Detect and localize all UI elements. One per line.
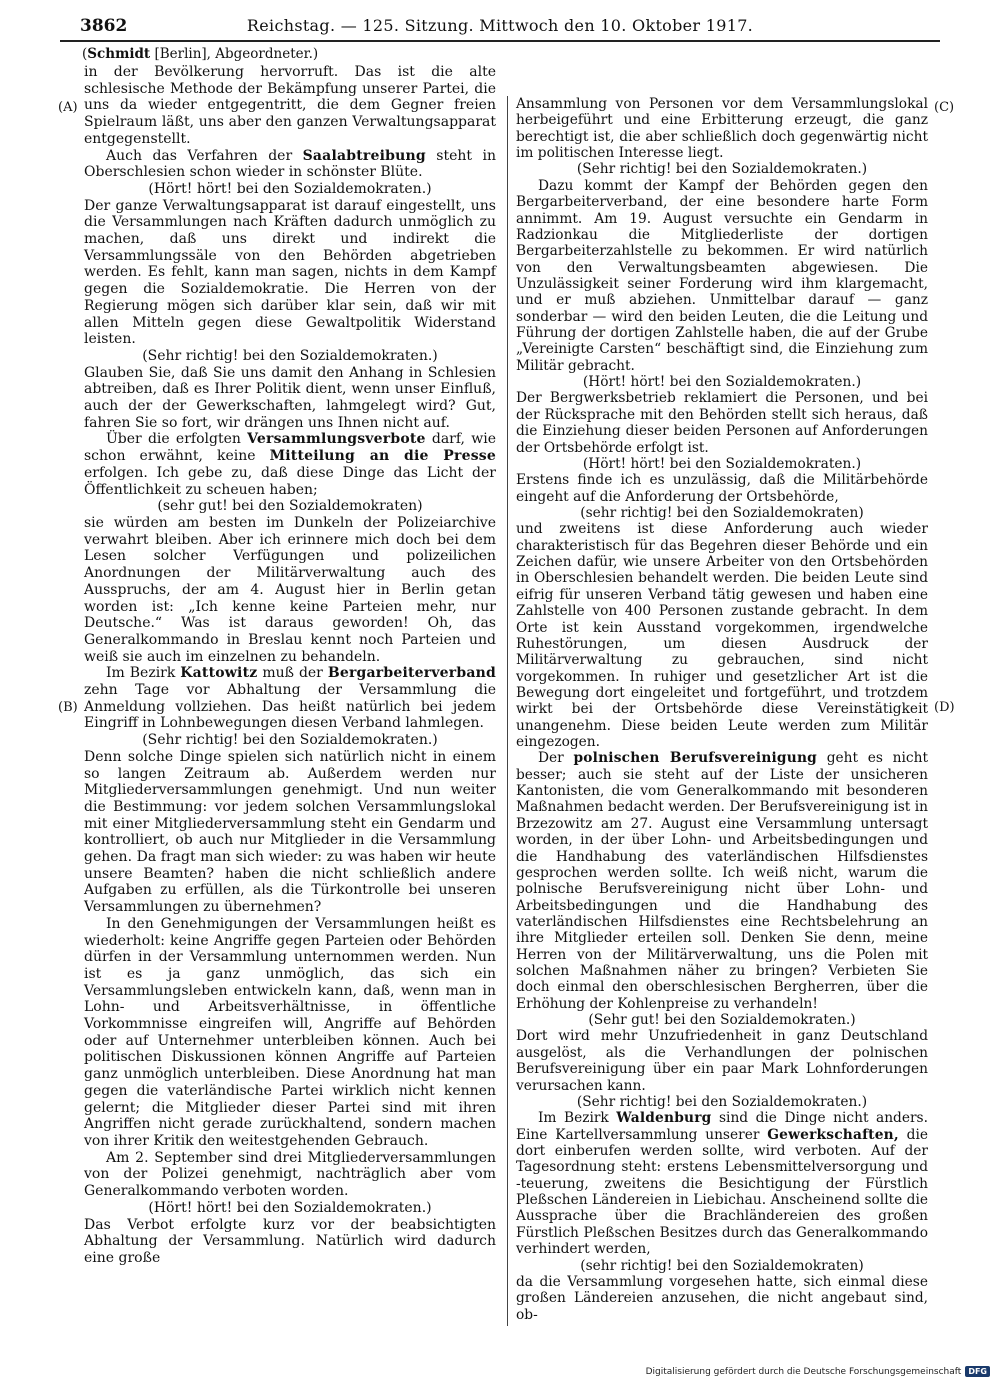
interjection: (Sehr richtig! bei den Sozialdemokraten.)	[142, 347, 438, 364]
paragraph: In den Genehmigungen der Versammlungen heißt es wiederholt: keine Angriffe gegen Parteien oder Behörden dürfen in der Versammlung unternommen werden. Nun ist es ja ganz unmöglich, das sich ein Versammlungsleben entwickeln kann, daß, wenn man in Lohn- und Arbeitsverhältnisse, in öffentliche Vorkommnisse eingreifen will, Angriffe auf Behörden oder auf Unternehmer unterbleiben können. Auch bei politischen Diskussionen können Angriffe auf Parteien ganz unmöglich unterbleiben. Diese Anordnung hat man gegen die vaterländische Partei wirklich nicht kennen gelernt; die Mitglieder dieser Partei sind mit ihren Angriffen nicht gerade zurückhaltend, sondern machen von ihrer Kritik den weitestgehenden Gebrauch.	[84, 915, 496, 1149]
emphasized-term: Bergarbeiterverband	[327, 665, 496, 682]
interjection: (Sehr richtig! bei den Sozialdemokraten.)	[142, 732, 438, 749]
paragraph-text: Über die erfolgten	[106, 431, 248, 448]
paragraph-text: erfolgen. Ich gebe zu, daß diese Dinge das Licht der Öffentlichkeit zu scheuen haben;	[84, 464, 496, 498]
paragraph-text: muß der	[257, 665, 328, 682]
emphasized-term: Kattowitz	[180, 665, 258, 682]
running-head: Reichstag. — 125. Sitzung. Mittwoch den 10. Oktober 1917.	[246, 16, 754, 35]
speaker-name: Schmidt	[87, 46, 151, 62]
interjection: (Sehr gut! bei den Sozialdemokraten.)	[588, 1012, 856, 1029]
emphasized-term: Saalabtreibung	[302, 147, 426, 164]
interjection: (sehr richtig! bei den Sozialdemokraten)	[580, 504, 864, 521]
paragraph-text: die dort einberufen werden sollte, wird verboten. Auf der Tagesordnung steht: erstens Lebensmittelversorgung und -teuerung, zweitens die Besichtigung der Fürstlich Pleßschen Ländereien in Liebichau. Anscheinend sollte die Aussprache über die Brachländereien des großen Fürstlich Pleßschen Besitzes durch das Generalkommando verhindert werden,	[516, 1126, 928, 1258]
paragraph-text: zehn Tage vor Abhaltung der Versammlung die Anmeldung vollziehen. Das heißt natürlich bei jedem Eingriff in Lohnbewegungen diesen Verband lahmlegen.	[84, 682, 496, 732]
paragraph: Erstens finde ich es unzulässig, daß die Militärbehörde eingeht auf die Anforderung der Ortsbehörde,	[516, 472, 928, 505]
paragraph: Glauben Sie, daß Sie uns damit den Anhang in Schlesien abtreiben, daß es Ihrer Politik dient, wenn unser Einfluß, auch der der Gewerkschaften, lahmgelegt wird? Gut, fahren Sie so fort, wir drängen uns Ihnen nicht auf.	[84, 364, 496, 431]
column-divider	[507, 96, 508, 1326]
paragraph	[84, 148, 496, 181]
page-number: 3862	[80, 16, 128, 36]
margin-marker-d: (D)	[934, 700, 955, 715]
right-column	[516, 96, 928, 1323]
margin-marker-b: (B)	[58, 700, 78, 715]
interjection: (sehr gut! bei den Sozialdemokraten)	[157, 498, 423, 515]
paragraph: und zweitens ist diese Anforderung auch wieder charakteristisch für das Begehren dieser Behörde und ein Zeichen dafür, wie unsere Arbeiter von den Ortsbehörden in Oberschlesien behandelt werden. Die beiden Leute sind eifrig für unseren Verband tätig gewesen und haben eine Zahlstelle von 400 Personen zustande gebracht. In dem Orte ist kein Ausstand vorgekommen, irgendwelche Ruhestörungen, um diesen Ausdruck der Militärverwaltung zu gebrauchen, sind nicht vorgekommen. In ruhiger und gesetzlicher Art ist die Bewegung dort eingeleitet und fortgeführt, und trotzdem wirkt bei der Ortsbehörde diese Vereinstätigkeit unangenehm. Diese beiden Leute werden zum Militär eingezogen.	[516, 521, 928, 751]
interjection: (sehr richtig! bei den Sozialdemokraten)	[580, 1257, 864, 1274]
interjection: (Hört! hört! bei den Sozialdemokraten.)	[582, 455, 862, 472]
footer	[646, 1366, 990, 1377]
interjection: (Sehr richtig! bei den Sozialdemokraten.)	[576, 1093, 868, 1110]
paragraph	[516, 1110, 928, 1257]
paragraph	[516, 750, 928, 1012]
emphasized-term: Versammlungsverbote	[247, 431, 426, 448]
speaker-line: (Schmidt [Berlin], Abgeordneter.)	[82, 46, 319, 62]
paragraph: Denn solche Dinge spielen sich natürlich nicht in einem so langen Zeitraum ab. Außerdem werden nur Mitgliederversammlungen genehmigt. Und nun weiter die Bestimmung: vor jedem solchen Versammlungslokal mit einer Mitgliederversammlung steht ein Gendarm und kontrolliert, ob auch nur Mitglieder in die Versammlung gehen. Da fragt man sich wieder: zu was haben wir heute unsere Beamten? haben die nicht schließlich andere Aufgaben zu erfüllen, als die Türkontrolle bei unseren Versammlungen zu übernehmen?	[84, 748, 496, 916]
paragraph: Dazu kommt der Kampf der Behörden gegen den Bergarbeiterverband, der eine besondere harte Form annimmt. Am 19. August versuchte ein Gendarm in Radzionkau die Mitgliederliste der dortigen Bergarbeiterzahlstelle zu bekommen. Er wird natürlich von den Verwaltungsbeamten abgewiesen. Die Unzulässigkeit seiner Forderung wird ihm klargemacht, und er muß abziehen. Unmittelbar darauf — ganz sonderbar — wird den beiden Leuten, die die Leitung und Führung der dortigen Zahlstelle haben, die auf der Grube „Vereinigte Carsten“ beschäftigt sind, die Einziehung zum Militär gebracht.	[516, 177, 928, 374]
speaker-details: [Berlin], Abgeordneter.)	[154, 46, 319, 62]
paragraph-text: geht es nicht besser; auch sie steht auf der Liste der unsicheren Kantonisten, die vom Generalkommando mit besonderen Maßnahmen bedacht werden. Der Berufsvereinigung ist in Brzezowitz am 27. August eine Versammlung untersagt worden, in der über Lohn- und Arbeitsbedingungen und die Handhabung des vaterländischen Hilfsdienstes gesprochen werden sollte. Ich weiß nicht, warum die polnische Berufsvereinigung nicht über Lohn- und Arbeitsbedingungen und die Handhabung des vaterländischen Hilfsdienstes eine Rechtsbelehrung an ihre Mitglieder erteilen soll. Denken Sie denn, meine Herren von der Militärverwaltung, uns die Polen mit solchen Maßnahmen näher zu bringen? Verbieten Sie doch einmal den oberschlesischen Bergherren, über die Erhöhung der Kohlenpreise zu verhandeln!	[516, 750, 928, 1012]
paragraph-text: sind die Dinge nicht anders. Eine Kartellversammlung unserer	[516, 1110, 928, 1143]
paragraph: Dort wird mehr Unzufriedenheit in ganz Deutschland ausgelöst, als die Verhandlungen der polnischen Berufsvereinigung über ein paar Mark Lohnforderungen verursachen kann.	[516, 1028, 928, 1094]
interjection: (Sehr richtig! bei den Sozialdemokraten.)	[576, 161, 868, 178]
paragraph: in der Bevölkerung hervorruft. Das ist die alte schlesische Methode der Bekämpfung unserer Partei, die uns da wieder entgegentritt, die dem Gegner freien Spielraum läßt, uns aber den ganzen Verwaltungsapparat entgegenstellt.	[84, 64, 496, 147]
paragraph: Das Verbot erfolgte kurz vor der beabsichtigten Abhaltung der Versammlung. Natürlich wird dadurch eine große	[84, 1216, 496, 1266]
emphasized-term: polnischen Berufsvereinigung	[573, 750, 817, 767]
margin-marker-a: (A)	[58, 100, 78, 115]
paragraph: sie würden am besten im Dunkeln der Polizeiarchive verwahrt bleiben. Aber ich erinnere mich doch bei dem Lesen solcher Verfügungen und polizeilichen Anordnungen der Militärverwaltung auch des Ausspruchs, der am 4. August hier in Berlin getan worden ist: „Ich kenne keine Parteien mehr, nur Deutsche.“ Was ist daraus geworden! Oh, das Generalkommando in Breslau kennt noch Parteien und weiß sie auch im einzelnen zu behandeln.	[84, 514, 496, 665]
emphasized-term: Mitteilung an die Presse	[269, 448, 496, 465]
emphasized-term: Gewerkschaften,	[767, 1126, 899, 1143]
paragraph	[84, 431, 496, 498]
page-header	[60, 14, 940, 42]
interjection: (Hört! hört! bei den Sozialdemokraten.)	[148, 1199, 432, 1216]
paragraph-text: Auch das Verfahren der	[106, 147, 303, 164]
paragraph	[84, 665, 496, 732]
margin-marker-c: (C)	[934, 100, 955, 115]
paragraph: Der Bergwerksbetrieb reklamiert die Personen, und bei der Rücksprache mit den Behörden stellt sich heraus, daß die Einziehung dieser beiden Personen auf Anforderungen der Ortsbehörde erfolgt ist.	[516, 390, 928, 456]
paragraph: Der ganze Verwaltungsapparat ist darauf eingestellt, uns die Versammlungen nach Kräften dadurch unmöglich zu machen, daß uns direkt und indirekt die Versammlungssäle von den Behörden abgetrieben werden. Es fehlt, kann man sagen, nichts in dem Kampf gegen die Sozialdemokratie. Die Herren von der Regierung mögen sich darüber klar sein, daß wir mit allen Mitteln gegen diese Gewaltpolitik Widerstand leisten.	[84, 197, 496, 348]
dfg-logo-icon: DFG	[965, 1366, 990, 1377]
paragraph-text: darf, wie schon erwähnt, keine	[84, 431, 496, 465]
paragraph: Ansammlung von Personen vor dem Versammlungslokal herbeigeführt und eine Erbitterung erzeugt, die ganz berechtigt ist, die aber schließlich doch gegenwärtig nicht im politischen Interesse liegt.	[516, 96, 928, 162]
interjection: (Hört! hört! bei den Sozialdemokraten.)	[582, 374, 862, 391]
paragraph: da die Versammlung vorgesehen hatte, sich einmal diese großen Ländereien anzusehen, die nicht angebaut sind, ob-	[516, 1273, 928, 1323]
footer-text: Digitalisierung gefördert durch die Deutsche Forschungsgemeinschaft	[645, 1366, 962, 1377]
paragraph-text: steht in Oberschlesien schon wieder in schönster Blüte.	[84, 147, 496, 181]
interjection: (Hört! hört! bei den Sozialdemokraten.)	[148, 180, 432, 197]
paragraph-text: Im Bezirk	[538, 1110, 617, 1127]
emphasized-term: Waldenburg	[616, 1110, 712, 1127]
paragraph-text: Der	[538, 750, 574, 767]
left-column	[84, 64, 496, 1267]
paragraph: Am 2. September sind drei Mitgliederversammlungen von der Polizei genehmigt, nachträglich aber vom Generalkommando verboten worden.	[84, 1149, 496, 1200]
paragraph-text: Im Bezirk	[106, 665, 181, 682]
